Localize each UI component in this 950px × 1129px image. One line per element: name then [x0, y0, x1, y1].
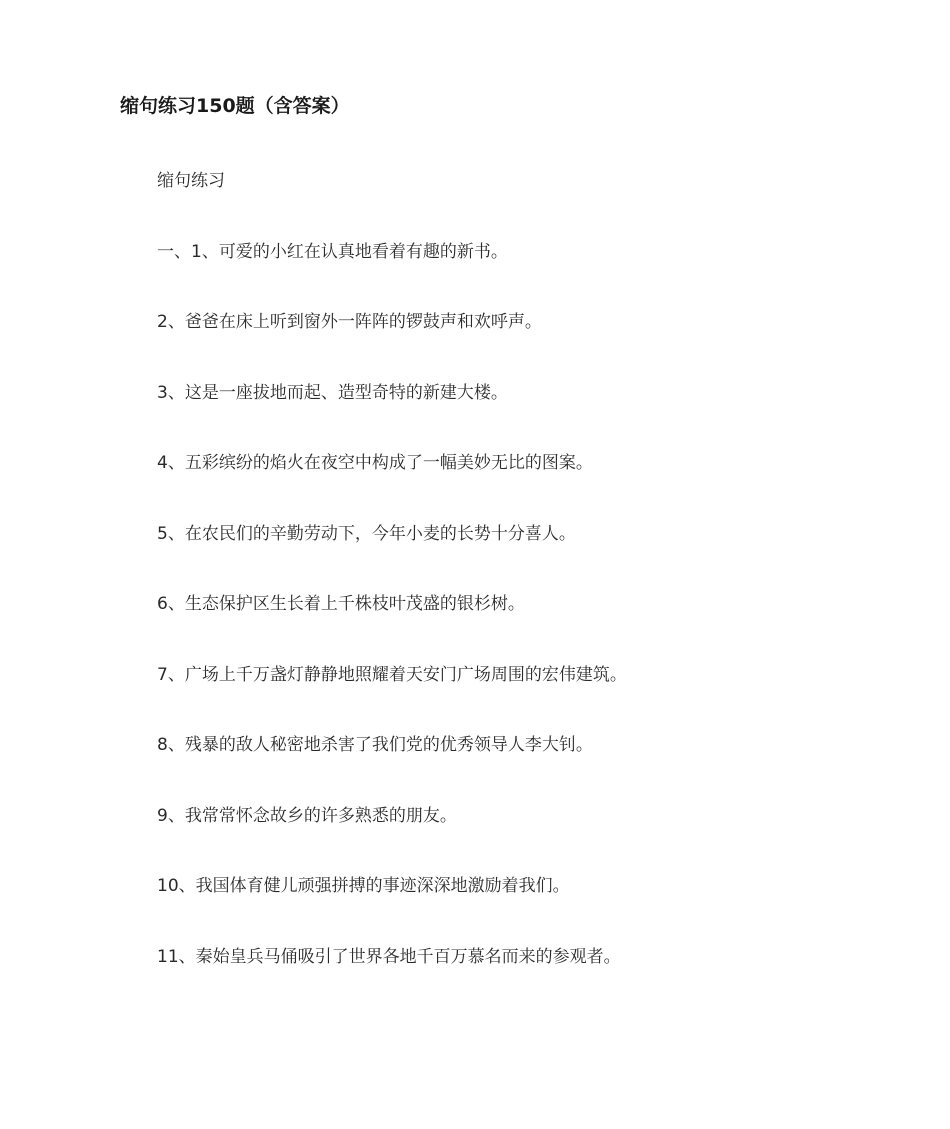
sentence-item: 8、残暴的敌人秘密地杀害了我们党的优秀领导人李大钊。 [157, 735, 593, 755]
sentence-item: 5、在农民们的辛勤劳动下，今年小麦的长势十分喜人。 [157, 523, 576, 544]
sentence-item: 一、1、可爱的小红在认真地看着有趣的新书。 [157, 241, 508, 262]
sentence-item: 2、爸爸在床上听到窗外一阵阵的锣鼓声和欢呼声。 [157, 312, 542, 332]
sentence-item: 7、广场上千万盏灯静静地照耀着天安门广场周围的宏伟建筑。 [157, 664, 627, 685]
sentence-item: 9、我常常怀念故乡的许多熟悉的朋友。 [157, 805, 457, 826]
sentence-item: 4、五彩缤纷的焰火在夜空中构成了一幅美妙无比的图案。 [157, 453, 593, 473]
sentence-item: 3、这是一座拔地而起、造型奇特的新建大楼。 [157, 382, 508, 403]
sentence-item: 10、我国体育健儿顽强拼搏的事迹深深地激励着我们。 [157, 876, 570, 896]
sentence-item: 6、生态保护区生长着上千株枝叶茂盛的银杉树。 [157, 594, 525, 614]
section-heading: 缩句练习 [157, 171, 225, 191]
document-body [157, 167, 897, 1013]
sentence-item: 11、秦始皇兵马俑吸引了世界各地千百万慕名而来的参观者。 [157, 946, 621, 967]
document-title: 缩句练习150题（含答案） [120, 95, 350, 117]
